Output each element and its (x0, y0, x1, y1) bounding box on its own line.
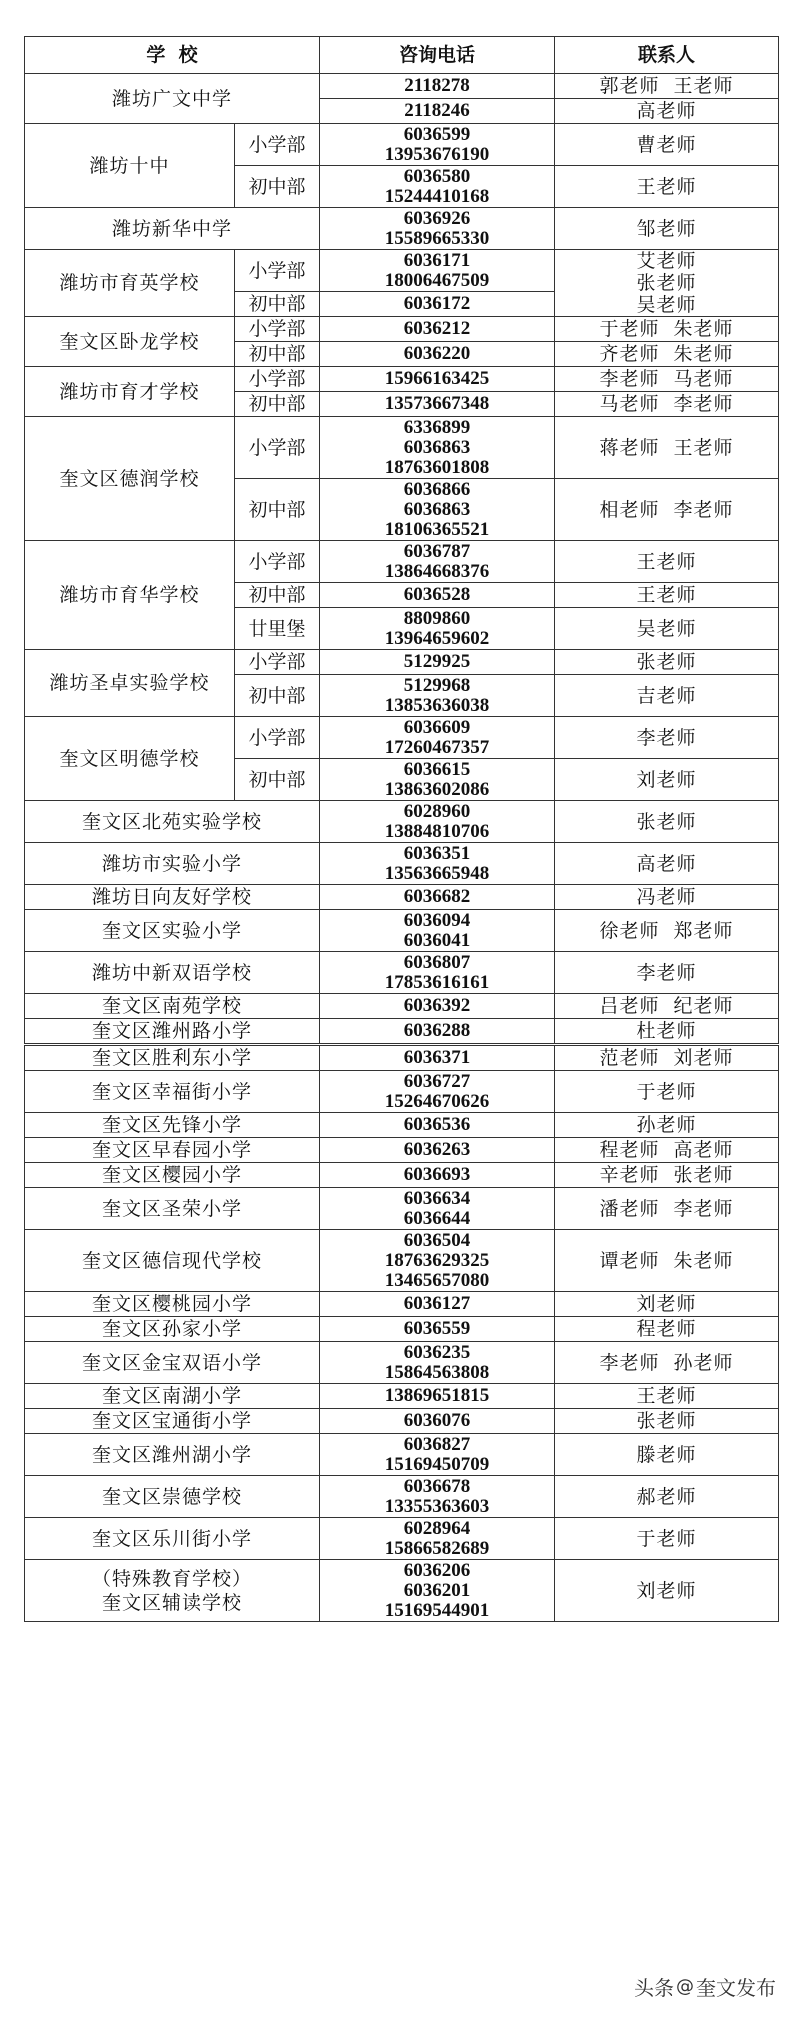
phone-cell (320, 608, 555, 650)
phone-number: 6036827 (403, 1433, 471, 1455)
phone-cell (320, 1292, 555, 1317)
phone-cell (320, 1019, 555, 1045)
table-row (25, 1317, 779, 1342)
school-name-cell: 潍坊新华中学 (25, 208, 320, 250)
phone-number: 13863602086 (384, 778, 490, 800)
phone-number: 5129968 (403, 674, 471, 696)
phone-cell (320, 1138, 555, 1163)
division-cell: 小学部 (235, 124, 320, 166)
phone-number: 13869651815 (384, 1385, 490, 1406)
phone-cell (320, 675, 555, 717)
contact-cell: 吴老师 (555, 608, 779, 650)
table-row (25, 843, 779, 885)
table-row (25, 317, 779, 342)
contact-cell: 冯老师 (555, 885, 779, 910)
phone-cell (320, 1476, 555, 1518)
phone-cell (320, 208, 555, 250)
phone-cell (320, 583, 555, 608)
division-cell: 小学部 (235, 717, 320, 759)
phone-number: 6036863 (403, 436, 471, 458)
contact-cell: 王老师 (555, 166, 779, 208)
phone-cell (320, 717, 555, 759)
phone-number: 6036787 (403, 540, 471, 562)
phone-number: 6036127 (403, 1293, 471, 1314)
contact-cell: 吕老师 纪老师 (555, 994, 779, 1019)
phone-cell (320, 124, 555, 166)
phone-cell (320, 843, 555, 885)
table-row (25, 1188, 779, 1230)
phone-cell (320, 1434, 555, 1476)
header-school: 学 校 (25, 37, 320, 74)
phone-cell (320, 759, 555, 801)
phone-number: 6036351 (403, 842, 471, 864)
contact-cell: 曹老师 (555, 124, 779, 166)
division-cell: 初中部 (235, 479, 320, 541)
phone-cell (320, 1045, 555, 1071)
phone-cell (320, 1317, 555, 1342)
school-name-cell: 潍坊十中 (25, 124, 235, 208)
phone-cell (320, 1071, 555, 1113)
phone-number: 13853636038 (384, 694, 490, 716)
table-row (25, 885, 779, 910)
phone-number: 15169450709 (384, 1453, 490, 1475)
contact-cell: 孙老师 (555, 1113, 779, 1138)
contact-cell: 徐老师 郑老师 (555, 910, 779, 952)
phone-number: 6036615 (403, 758, 471, 780)
contact-cell: 张老师 (555, 1409, 779, 1434)
contact-cell: 张老师 (555, 801, 779, 843)
school-name-cell: 潍坊市育华学校 (25, 541, 235, 650)
phone-number: 6036682 (403, 886, 471, 907)
table-row (25, 1113, 779, 1138)
table-row (25, 250, 779, 292)
division-cell: 初中部 (235, 342, 320, 367)
contact-cell: 郝老师 (555, 1476, 779, 1518)
phone-number: 15589665330 (384, 227, 490, 249)
school-name-cell: 奎文区卧龙学校 (25, 317, 235, 367)
watermark-at: @ (676, 1976, 694, 1997)
phone-number: 6036371 (403, 1047, 471, 1068)
table-row (25, 994, 779, 1019)
contact-cell: 潘老师 李老师 (555, 1188, 779, 1230)
contact-cell: 于老师 (555, 1518, 779, 1560)
division-cell: 初中部 (235, 166, 320, 208)
table-row (25, 1138, 779, 1163)
division-cell: 小学部 (235, 541, 320, 583)
phone-number: 18006467509 (384, 269, 490, 291)
header-contact: 联系人 (555, 37, 779, 74)
division-cell: 初中部 (235, 292, 320, 317)
phone-number: 6036504 (403, 1229, 471, 1251)
division-cell: 小学部 (235, 317, 320, 342)
table-row (25, 1163, 779, 1188)
phone-number: 13864668376 (384, 560, 490, 582)
phone-number: 6036220 (403, 343, 471, 364)
phone-cell (320, 367, 555, 392)
table-row (25, 74, 779, 99)
school-name-cell: 奎文区幸福街小学 (25, 1071, 320, 1113)
phone-number: 6036288 (403, 1020, 471, 1041)
phone-cell (320, 392, 555, 417)
contact-cell: 马老师 李老师 (555, 392, 779, 417)
phone-number: 8809860 (403, 607, 471, 629)
phone-number: 2118278 (404, 75, 470, 96)
phone-cell (320, 1163, 555, 1188)
phone-number: 6036536 (403, 1114, 471, 1135)
division-cell: 初中部 (235, 392, 320, 417)
table-row (25, 801, 779, 843)
table-row (25, 650, 779, 675)
phone-number: 6036041 (403, 929, 471, 951)
table-row (25, 1560, 779, 1622)
school-name-cell: （特殊教育学校） 奎文区辅读学校 (25, 1560, 320, 1622)
table-row (25, 1409, 779, 1434)
phone-cell (320, 1518, 555, 1560)
table-header-row (25, 37, 779, 74)
phone-number: 6036094 (403, 909, 471, 931)
phone-cell (320, 74, 555, 99)
school-name-cell: 潍坊市实验小学 (25, 843, 320, 885)
phone-number: 6036172 (403, 293, 471, 314)
contact-cell: 程老师 (555, 1317, 779, 1342)
table-row (25, 1292, 779, 1317)
contact-cell: 于老师 (555, 1071, 779, 1113)
phone-number: 6036559 (403, 1318, 471, 1339)
contact-cell: 滕老师 (555, 1434, 779, 1476)
phone-number: 17260467357 (384, 736, 490, 758)
contact-cell: 艾老师 张老师 吴老师 (555, 250, 779, 317)
phone-number: 6036392 (403, 995, 471, 1016)
phone-number: 18763601808 (384, 456, 490, 478)
contact-cell: 谭老师 朱老师 (555, 1230, 779, 1292)
phone-number: 6036693 (403, 1164, 471, 1185)
contact-cell: 蒋老师 王老师 (555, 417, 779, 479)
table-row (25, 952, 779, 994)
phone-cell (320, 1342, 555, 1384)
table-row (25, 1434, 779, 1476)
contact-cell: 刘老师 (555, 1560, 779, 1622)
table-row (25, 417, 779, 479)
phone-number: 15169544901 (384, 1599, 490, 1621)
phone-number: 6036678 (403, 1475, 471, 1497)
phone-cell (320, 250, 555, 292)
phone-number: 6036263 (403, 1139, 471, 1160)
school-name-cell: 奎文区圣荣小学 (25, 1188, 320, 1230)
school-name-cell: 潍坊市育英学校 (25, 250, 235, 317)
table-row (25, 208, 779, 250)
school-name-cell: 奎文区樱桃园小学 (25, 1292, 320, 1317)
phone-number: 6028960 (403, 800, 471, 822)
school-name-cell: 奎文区北苑实验学校 (25, 801, 320, 843)
phone-cell (320, 1409, 555, 1434)
division-cell: 小学部 (235, 417, 320, 479)
table-row (25, 1019, 779, 1045)
contact-cell: 王老师 (555, 583, 779, 608)
watermark (630, 1970, 780, 2003)
contact-cell: 相老师 李老师 (555, 479, 779, 541)
phone-cell (320, 801, 555, 843)
table-row (25, 1518, 779, 1560)
phone-number: 6036201 (403, 1579, 471, 1601)
phone-cell (320, 166, 555, 208)
table-row (25, 541, 779, 583)
table-row (25, 1476, 779, 1518)
watermark-prefix: 头条 (634, 1976, 674, 2000)
phone-number: 15966163425 (384, 368, 490, 389)
school-name-cell: 奎文区樱园小学 (25, 1163, 320, 1188)
phone-number: 13355363603 (384, 1495, 490, 1517)
phone-cell (320, 1560, 555, 1622)
contact-cell: 杜老师 (555, 1019, 779, 1045)
phone-cell (320, 317, 555, 342)
school-name-cell: 奎文区孙家小学 (25, 1317, 320, 1342)
phone-cell (320, 952, 555, 994)
phone-cell (320, 342, 555, 367)
phone-cell (320, 885, 555, 910)
contact-cell: 高老师 (555, 99, 779, 124)
division-cell: 小学部 (235, 367, 320, 392)
contact-cell: 程老师 高老师 (555, 1138, 779, 1163)
contact-cell: 刘老师 (555, 759, 779, 801)
phone-number: 6036866 (403, 478, 471, 500)
contact-cell: 范老师 刘老师 (555, 1045, 779, 1071)
school-name-cell: 奎文区早春园小学 (25, 1138, 320, 1163)
phone-cell (320, 541, 555, 583)
phone-cell (320, 479, 555, 541)
school-name-cell: 奎文区明德学校 (25, 717, 235, 801)
school-name-cell: 奎文区德润学校 (25, 417, 235, 541)
phone-number: 6036171 (403, 249, 471, 271)
contact-cell: 李老师 (555, 717, 779, 759)
school-name-cell: 奎文区南湖小学 (25, 1384, 320, 1409)
phone-number: 6336899 (403, 416, 471, 438)
table-row (25, 1071, 779, 1113)
division-cell: 初中部 (235, 759, 320, 801)
contact-cell: 郭老师 王老师 (555, 74, 779, 99)
school-name-cell: 奎文区先锋小学 (25, 1113, 320, 1138)
contact-cell: 齐老师 朱老师 (555, 342, 779, 367)
contact-cell: 邹老师 (555, 208, 779, 250)
contact-cell: 高老师 (555, 843, 779, 885)
contact-cell: 王老师 (555, 1384, 779, 1409)
phone-number: 18106365521 (384, 518, 490, 540)
phone-cell (320, 1113, 555, 1138)
table-row (25, 717, 779, 759)
phone-number: 15264670626 (384, 1090, 490, 1112)
phone-number: 15866582689 (384, 1537, 490, 1559)
school-name-cell: 奎文区胜利东小学 (25, 1045, 320, 1071)
table-row (25, 1045, 779, 1071)
phone-number: 13884810706 (384, 820, 490, 842)
phone-number: 6036235 (403, 1341, 471, 1363)
phone-number: 5129925 (403, 651, 471, 672)
phone-cell (320, 1188, 555, 1230)
contact-cell: 刘老师 (555, 1292, 779, 1317)
table-body (25, 74, 779, 1622)
school-name-cell: 奎文区金宝双语小学 (25, 1342, 320, 1384)
phone-number: 6036580 (403, 165, 471, 187)
contact-cell: 王老师 (555, 541, 779, 583)
phone-number: 6036727 (403, 1070, 471, 1092)
phone-number: 6036609 (403, 716, 471, 738)
table-row (25, 910, 779, 952)
school-name-cell: 潍坊圣卓实验学校 (25, 650, 235, 717)
phone-number: 13964659602 (384, 627, 490, 649)
division-cell: 小学部 (235, 650, 320, 675)
table-row (25, 124, 779, 166)
phone-number: 15244410168 (384, 185, 490, 207)
school-name-cell: 奎文区崇德学校 (25, 1476, 320, 1518)
contact-cell: 李老师 (555, 952, 779, 994)
phone-number: 13465657080 (384, 1269, 490, 1291)
table-row (25, 1384, 779, 1409)
contact-cell: 辛老师 张老师 (555, 1163, 779, 1188)
school-name-cell: 奎文区潍州路小学 (25, 1019, 320, 1045)
phone-number: 6036634 (403, 1187, 471, 1209)
table-row (25, 1342, 779, 1384)
school-name-cell: 奎文区乐川街小学 (25, 1518, 320, 1560)
phone-number: 6036926 (403, 207, 471, 229)
phone-number: 18763629325 (384, 1249, 490, 1271)
school-name-cell: 奎文区德信现代学校 (25, 1230, 320, 1292)
phone-number: 17853616161 (384, 971, 490, 993)
contact-cell: 李老师 马老师 (555, 367, 779, 392)
phone-number: 6036076 (403, 1410, 471, 1431)
watermark-name: 奎文发布 (696, 1976, 776, 2000)
school-name-cell: 奎文区实验小学 (25, 910, 320, 952)
phone-cell (320, 650, 555, 675)
division-cell: 初中部 (235, 583, 320, 608)
school-name-cell: 潍坊广文中学 (25, 74, 320, 124)
phone-cell (320, 994, 555, 1019)
school-name-cell: 潍坊市育才学校 (25, 367, 235, 417)
contact-cell: 吉老师 (555, 675, 779, 717)
phone-cell (320, 910, 555, 952)
table-row (25, 367, 779, 392)
contact-cell: 张老师 (555, 650, 779, 675)
phone-number: 13563665948 (384, 862, 490, 884)
phone-number: 6036528 (403, 584, 471, 605)
phone-cell (320, 99, 555, 124)
phone-number: 13573667348 (384, 393, 490, 414)
phone-cell (320, 417, 555, 479)
header-phone: 咨询电话 (320, 37, 555, 74)
phone-number: 6036599 (403, 123, 471, 145)
phone-cell (320, 1384, 555, 1409)
contact-cell: 李老师 孙老师 (555, 1342, 779, 1384)
phone-number: 6036206 (403, 1559, 471, 1581)
division-cell: 廿里堡 (235, 608, 320, 650)
phone-number: 6028964 (403, 1517, 471, 1539)
phone-cell (320, 1230, 555, 1292)
phone-number: 15864563808 (384, 1361, 490, 1383)
phone-number: 2118246 (404, 100, 470, 121)
phone-cell (320, 292, 555, 317)
school-name-cell: 奎文区南苑学校 (25, 994, 320, 1019)
phone-number: 6036212 (403, 318, 471, 339)
phone-number: 6036644 (403, 1207, 471, 1229)
division-cell: 小学部 (235, 250, 320, 292)
school-name-cell: 奎文区潍州湖小学 (25, 1434, 320, 1476)
phone-number: 6036807 (403, 951, 471, 973)
phone-number: 13953676190 (384, 143, 490, 165)
table-row (25, 1230, 779, 1292)
school-contact-table (24, 36, 779, 1622)
school-name-cell: 潍坊中新双语学校 (25, 952, 320, 994)
contact-cell: 于老师 朱老师 (555, 317, 779, 342)
phone-number: 6036863 (403, 498, 471, 520)
school-name-cell: 潍坊日向友好学校 (25, 885, 320, 910)
division-cell: 初中部 (235, 675, 320, 717)
school-name-cell: 奎文区宝通街小学 (25, 1409, 320, 1434)
